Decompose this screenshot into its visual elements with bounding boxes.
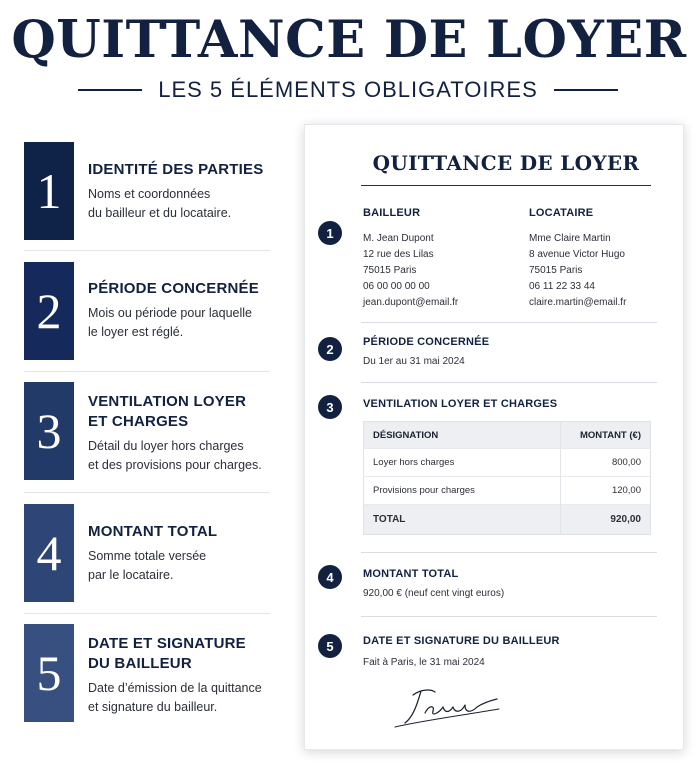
- step-title-line: MONTANT TOTAL: [88, 523, 218, 540]
- section-divider: [361, 552, 657, 553]
- locataire-line: 06 11 22 33 44: [529, 281, 595, 292]
- section-divider: [361, 382, 657, 383]
- step-description-line: Somme totale versée: [88, 549, 207, 563]
- subtitle-rule-right: [554, 89, 618, 91]
- locataire-line: 75015 Paris: [529, 265, 583, 276]
- step-title-line: VENTILATION LOYER: [88, 393, 247, 410]
- section-badge-3: 3: [318, 395, 342, 419]
- periode-title: PÉRIODE CONCERNÉE: [363, 336, 490, 348]
- section-badge-4: 4: [318, 565, 342, 589]
- bailleur-line: 12 rue des Lilas: [363, 249, 434, 260]
- step-description-line: Mois ou période pour laquelle: [88, 306, 252, 320]
- signature-date-text: Fait à Paris, le 31 mai 2024: [363, 657, 485, 668]
- step-number-box: 1: [24, 142, 74, 240]
- bailleur-details: [363, 231, 458, 311]
- step-number-box: 3: [24, 382, 74, 480]
- ventilation-title: VENTILATION LOYER ET CHARGES: [363, 398, 558, 410]
- row-label: Provisions pour charges: [364, 477, 561, 505]
- bailleur-line: M. Jean Dupont: [363, 233, 434, 244]
- section-badge-2: 2: [318, 337, 342, 361]
- section-badge-5: 5: [318, 634, 342, 658]
- table-row: [364, 477, 651, 505]
- step-description: [88, 679, 278, 717]
- row-label: Loyer hors charges: [364, 449, 561, 477]
- bailleur-email: jean.dupont@email.fr: [363, 297, 459, 308]
- document-title-rule: [361, 185, 651, 186]
- row-amount: 120,00: [561, 477, 651, 505]
- step-description-line: Détail du loyer hors charges: [88, 439, 244, 453]
- step-divider: [24, 250, 270, 251]
- step-title: [88, 634, 278, 674]
- section-divider: [361, 616, 657, 617]
- step-description-line: Date d’émission de la quittance: [88, 681, 262, 695]
- step-description: [88, 437, 278, 475]
- step-description-line: et signature du bailleur.: [88, 700, 218, 714]
- row-amount: 800,00: [561, 449, 651, 477]
- montant-text: 920,00 € (neuf cent vingt euros): [363, 588, 505, 599]
- locataire-label: LOCATAIRE: [529, 207, 594, 219]
- step-description: [88, 547, 278, 585]
- step-number-box: 4: [24, 504, 74, 602]
- section-divider: [361, 322, 657, 323]
- subtitle: LES 5 ÉLÉMENTS OBLIGATOIRES: [158, 77, 538, 102]
- montant-title: MONTANT TOTAL: [363, 568, 459, 580]
- step-title-line: DU BAILLEUR: [88, 655, 192, 672]
- step-description-line: le loyer est réglé.: [88, 325, 184, 339]
- step-title-line: PÉRIODE CONCERNÉE: [88, 280, 259, 297]
- step-description-line: par le locataire.: [88, 568, 174, 582]
- signature-title: DATE ET SIGNATURE DU BAILLEUR: [363, 635, 560, 647]
- column-header-designation: DÉSIGNATION: [364, 422, 561, 449]
- step-description: [88, 185, 278, 223]
- subtitle-rule-left: [78, 89, 142, 91]
- bailleur-label: BAILLEUR: [363, 207, 421, 219]
- periode-text: Du 1er au 31 mai 2024: [363, 356, 465, 367]
- step-title: [88, 160, 278, 180]
- subtitle-row: [78, 76, 618, 104]
- step-title-line: ET CHARGES: [88, 413, 189, 430]
- step-description: [88, 304, 278, 342]
- table-row: [364, 449, 651, 477]
- locataire-line: 8 avenue Victor Hugo: [529, 249, 625, 260]
- locataire-line: Mme Claire Martin: [529, 233, 611, 244]
- bailleur-line: 75015 Paris: [363, 265, 417, 276]
- step-title-line: DATE ET SIGNATURE: [88, 635, 246, 652]
- total-amount: 920,00: [561, 505, 651, 535]
- step-title: [88, 522, 278, 542]
- step-divider: [24, 492, 270, 493]
- step-description-line: Noms et coordonnées: [88, 187, 211, 201]
- main-title: QUITTANCE DE LOYER: [11, 10, 687, 70]
- table-header-row: [364, 422, 651, 449]
- handwritten-signature-icon: [391, 683, 503, 729]
- receipt-document: [304, 124, 684, 750]
- charges-table: [363, 421, 651, 535]
- column-header-montant: MONTANT (€): [561, 422, 651, 449]
- step-title: [88, 279, 278, 299]
- step-title-line: IDENTITÉ DES PARTIES: [88, 161, 264, 178]
- locataire-email: claire.martin@email.fr: [529, 297, 627, 308]
- step-divider: [24, 613, 270, 614]
- bailleur-line: 06 00 00 00 00: [363, 281, 430, 292]
- locataire-details: [529, 231, 626, 311]
- step-description-line: et des provisions pour charges.: [88, 458, 262, 472]
- step-title: [88, 392, 278, 432]
- step-description-line: du bailleur et du locataire.: [88, 206, 232, 220]
- step-number-box: 5: [24, 624, 74, 722]
- document-title: QUITTANCE DE LOYER: [372, 151, 640, 175]
- section-badge-1: 1: [318, 221, 342, 245]
- total-label: TOTAL: [364, 505, 561, 535]
- step-divider: [24, 371, 270, 372]
- step-number-box: 2: [24, 262, 74, 360]
- table-total-row: [364, 505, 651, 535]
